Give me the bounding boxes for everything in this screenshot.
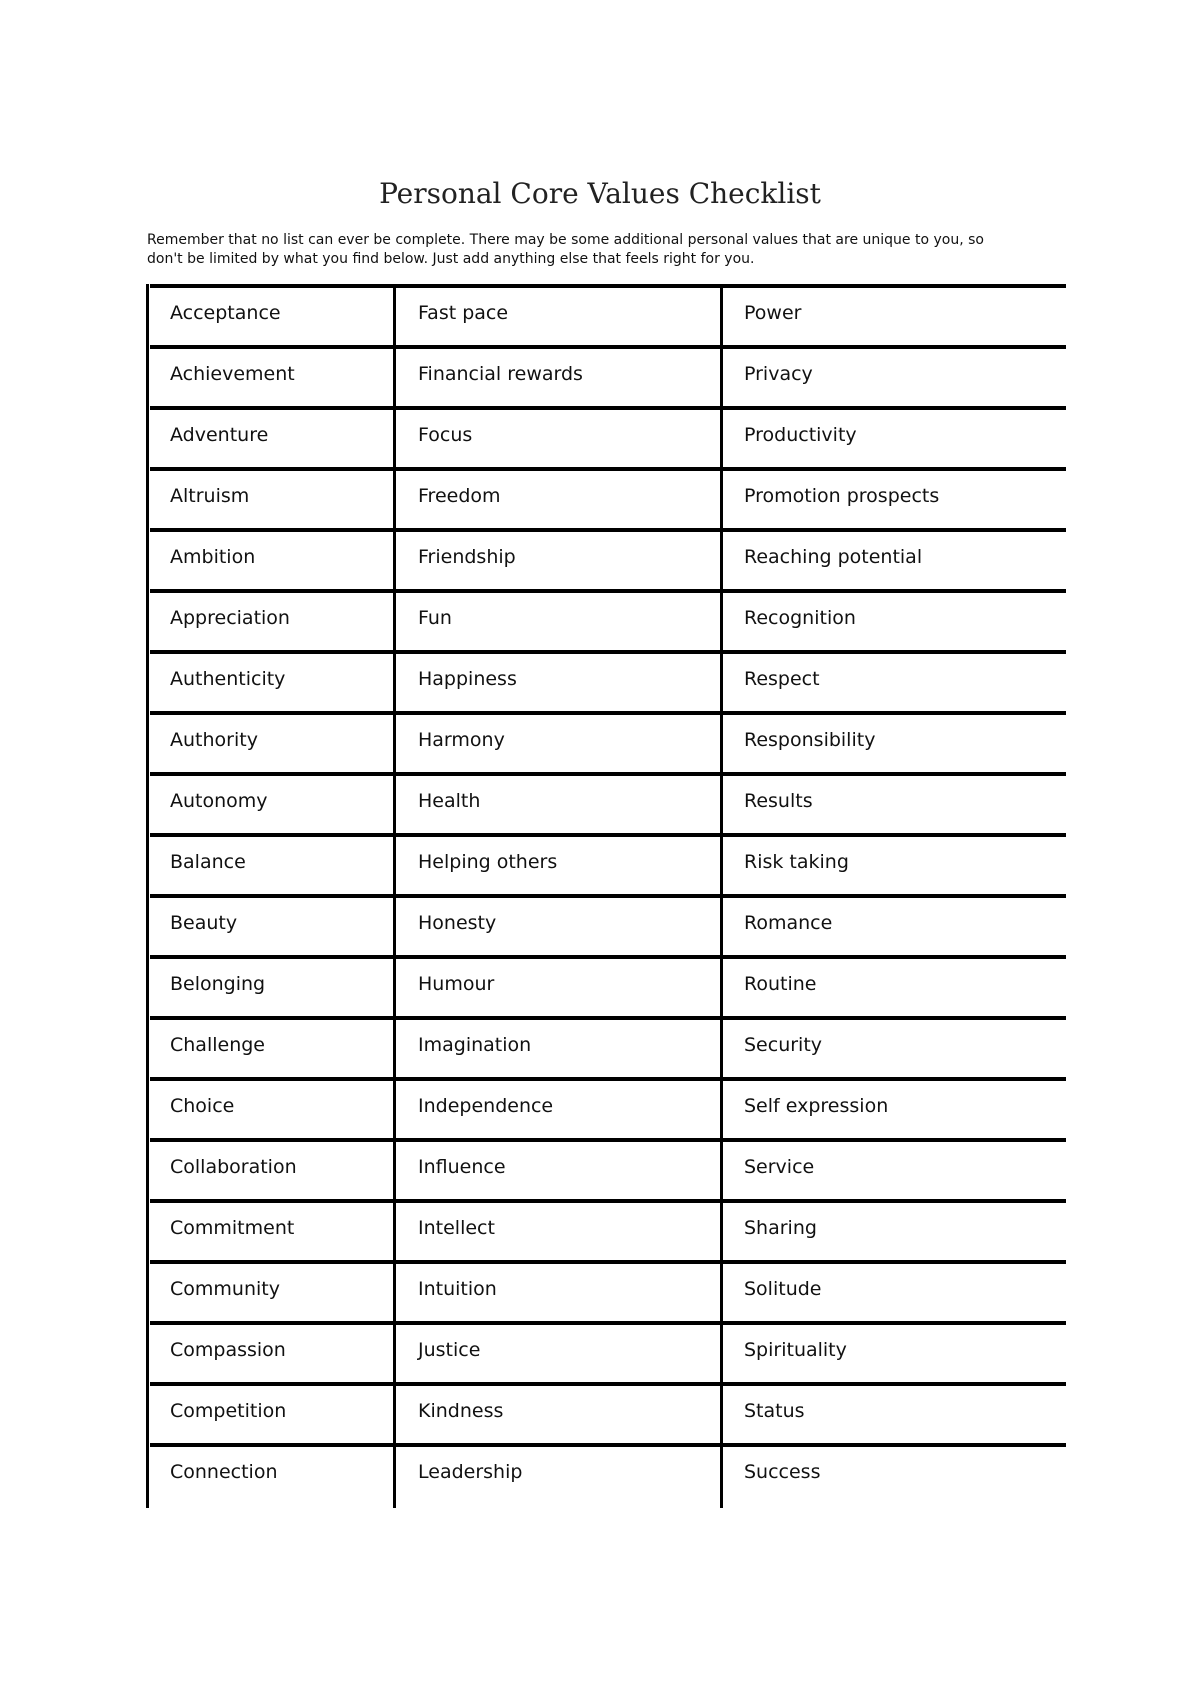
value-item: Leadership xyxy=(418,1461,523,1483)
value-item: Community xyxy=(170,1278,280,1300)
row-divider xyxy=(150,1199,1066,1203)
value-item: Freedom xyxy=(418,485,501,507)
page-title: Personal Core Values Checklist xyxy=(379,177,821,210)
row-divider xyxy=(150,955,1066,959)
row-divider xyxy=(150,1016,1066,1020)
value-item: Risk taking xyxy=(744,851,849,873)
value-item: Independence xyxy=(418,1095,554,1117)
row-divider xyxy=(150,1138,1066,1142)
row-divider xyxy=(150,406,1066,410)
value-item: Ambition xyxy=(170,546,256,568)
row-divider xyxy=(150,528,1066,532)
row-divider xyxy=(150,1260,1066,1264)
row-divider xyxy=(150,894,1066,898)
value-item: Choice xyxy=(170,1095,235,1117)
value-item: Results xyxy=(744,790,813,812)
value-item: Achievement xyxy=(170,363,295,385)
row-divider xyxy=(150,1443,1066,1447)
value-item: Responsibility xyxy=(744,729,876,751)
value-item: Beauty xyxy=(170,912,238,934)
value-item: Promotion prospects xyxy=(744,485,940,507)
value-item: Imagination xyxy=(418,1034,532,1056)
value-item: Self expression xyxy=(744,1095,889,1117)
value-item: Commitment xyxy=(170,1217,295,1239)
value-item: Focus xyxy=(418,424,473,446)
value-item: Privacy xyxy=(744,363,813,385)
row-divider xyxy=(150,467,1066,471)
column-divider xyxy=(720,284,723,1508)
row-divider xyxy=(150,1077,1066,1081)
values-table xyxy=(146,284,1066,1508)
value-item: Happiness xyxy=(418,668,517,690)
value-item: Intuition xyxy=(418,1278,497,1300)
value-item: Fast pace xyxy=(418,302,509,324)
value-item: Fun xyxy=(418,607,452,629)
value-item: Honesty xyxy=(418,912,497,934)
value-item: Competition xyxy=(170,1400,287,1422)
value-item: Recognition xyxy=(744,607,856,629)
value-item: Respect xyxy=(744,668,820,690)
value-item: Harmony xyxy=(418,729,505,751)
value-item: Influence xyxy=(418,1156,506,1178)
column-divider xyxy=(146,284,149,1508)
intro-line: Remember that no list can ever be complete. There may be some additional personal values that are unique to you, so xyxy=(147,232,984,248)
intro-paragraph xyxy=(147,231,1067,269)
value-item: Solitude xyxy=(744,1278,822,1300)
row-divider xyxy=(150,284,1066,288)
row-divider xyxy=(150,833,1066,837)
value-item: Appreciation xyxy=(170,607,290,629)
value-item: Financial rewards xyxy=(418,363,583,385)
row-divider xyxy=(150,589,1066,593)
value-item: Routine xyxy=(744,973,817,995)
value-item: Spirituality xyxy=(744,1339,847,1361)
value-item: Status xyxy=(744,1400,805,1422)
value-item: Sharing xyxy=(744,1217,817,1239)
value-item: Connection xyxy=(170,1461,278,1483)
column-divider xyxy=(393,284,396,1508)
value-item: Humour xyxy=(418,973,495,995)
value-item: Romance xyxy=(744,912,833,934)
value-item: Collaboration xyxy=(170,1156,297,1178)
value-item: Health xyxy=(418,790,481,812)
value-item: Balance xyxy=(170,851,246,873)
value-item: Justice xyxy=(418,1339,481,1361)
row-divider xyxy=(150,1321,1066,1325)
value-item: Productivity xyxy=(744,424,857,446)
value-item: Service xyxy=(744,1156,815,1178)
value-item: Challenge xyxy=(170,1034,265,1056)
value-item: Reaching potential xyxy=(744,546,923,568)
value-item: Intellect xyxy=(418,1217,495,1239)
row-divider xyxy=(150,650,1066,654)
row-divider xyxy=(150,1382,1066,1386)
value-item: Belonging xyxy=(170,973,266,995)
value-item: Authenticity xyxy=(170,668,286,690)
value-item: Compassion xyxy=(170,1339,286,1361)
value-item: Adventure xyxy=(170,424,269,446)
value-item: Acceptance xyxy=(170,302,281,324)
value-item: Autonomy xyxy=(170,790,268,812)
value-item: Helping others xyxy=(418,851,558,873)
intro-line: don't be limited by what you find below. Just add anything else that feels right for you. xyxy=(147,251,755,267)
value-item: Power xyxy=(744,302,802,324)
value-item: Authority xyxy=(170,729,258,751)
value-item: Friendship xyxy=(418,546,516,568)
value-item: Success xyxy=(744,1461,821,1483)
row-divider xyxy=(150,345,1066,349)
value-item: Security xyxy=(744,1034,823,1056)
row-divider xyxy=(150,711,1066,715)
value-item: Kindness xyxy=(418,1400,504,1422)
row-divider xyxy=(150,772,1066,776)
value-item: Altruism xyxy=(170,485,250,507)
